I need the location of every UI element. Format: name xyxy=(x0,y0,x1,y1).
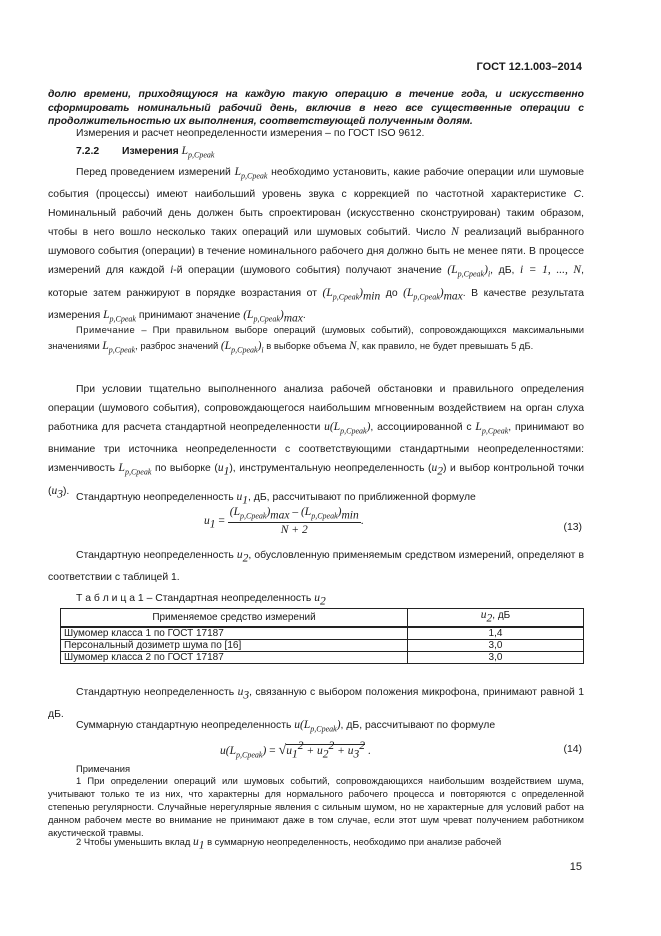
table-header-u2: $u_2$, дБ xyxy=(408,609,584,628)
paragraph-combined-uncertainty: Суммарную стандартную неопределенность $u(L_{p,Cpeak})$, дБ, рассчитывают по формуле xyxy=(76,719,496,734)
uncertainty-table xyxy=(60,608,584,664)
paragraph-u2: Стандартную неопределенность $u_2$, обусловленную применяемым средством измерений, определяют в соответствии с таблицей 1. xyxy=(48,549,584,584)
section-symbol: $L_{p,Cpeak}$ xyxy=(181,145,215,160)
table-cell-value: 3,0 xyxy=(408,640,584,652)
section-title: Измерения xyxy=(122,146,179,157)
page-number: 15 xyxy=(569,861,582,873)
table-cell-instrument: Персональный дозиметр шума по [16] xyxy=(61,640,408,652)
note-item-1: 1 При определении операций или шумовых событий, сопровождающихся наибольшим воздействием шума, учитывают только те из них, что характерны для нормального рабочего процесса и повторяются с определенной степенью регулярности. Случайные нерегулярные явления с сильным шумом, но не характерные для условий работ на данном рабочем месте во внимание не принимают даже в том случае, если этот шум чреват получением работником акустической травмы. xyxy=(48,775,584,838)
note-1: Примечание – При правильном выборе операций (шумовых событий), сопровождающихся максимальными значениями $L_{p,Cpeak}$, разброс значений $(L_{p,Cpeak})_i$ в выборке объема N, как правило, не будет превышать 5 дБ. xyxy=(48,324,584,355)
table-cell-value: 3,0 xyxy=(408,652,584,664)
table-row xyxy=(61,652,584,664)
table-cell-instrument: Шумомер класса 1 по ГОСТ 17187 xyxy=(61,627,408,640)
table-header-instrument: Применяемое средство измерений xyxy=(61,609,408,628)
table-row xyxy=(61,640,584,652)
table-cell-value: 1,4 xyxy=(408,627,584,640)
table-row xyxy=(61,627,584,640)
paragraph-preparation: Перед проведением измерений $L_{p,Cpeak}$ необходимо установить, какие рабочие операции или шумовые события (процессы) имеют наибольший уровень звука с коррекцией по частотной характеристике С. Номинальный рабочий день должен быть спроектирован (искусственно сконструирован) таким образом, чтобы в него вошло несколько таких операций или шумовых событий. Число N реализаций выбранного шумового события (операции) в течение номинального рабочего дня должно быть не менее пяти. В процессе измерений для каждой i-й операции (шумового события) получают значение $(L_{p,Cpeak})_i$, дБ, i = 1, ..., N, которые затем ранжируют в порядке возрастания от $(L_{p,Cpeak})_{min}$ до $(L_{p,Cpeak})_{max}$. В качестве результата измерения $L_{p,Cpeak}$ принимают значение $(L_{p,Cpeak})_{max}$. xyxy=(48,166,585,325)
section-heading xyxy=(76,142,612,164)
document-header: ГОСТ 12.1.003–2014 xyxy=(476,61,582,73)
equation-14: $u(L_{p,Cpeak}) = √u_1^2 + u_2^2 + u_3^2$ . xyxy=(220,740,371,761)
equation-13-number: (13) xyxy=(563,522,582,533)
table-caption: Т а б л и ц а 1 – Стандартная неопределенность $u_2$ xyxy=(76,592,326,608)
paragraph-u1-formula-intro: Стандартную неопределенность $u_1$, дБ, рассчитывают по приближенной формуле xyxy=(76,491,476,507)
intro-bold-paragraph: долю времени, приходящуюся на каждую такую операцию в течение года, и искусственно сформировать номинальный рабочий день, включив в него все существенные операции с продолжительностью их выполнения, соответствующей полученным долям. xyxy=(48,89,584,127)
section-number: 7.2.2 xyxy=(76,146,100,157)
equation-14-number: (14) xyxy=(563,744,582,755)
note-item-2: 2 Чтобы уменьшить вклад $u_1$ в суммарную неопределенность, необходимо при анализе рабочей xyxy=(76,836,502,852)
equation-13: $u_1$ = $\frac{(L_{p,Cpeak})_{max} - (L_{p,Cpeak})_{min}}{N + 2}$ . xyxy=(204,506,364,537)
notes-title: Примечания xyxy=(76,763,131,774)
paragraph-u3: Стандартную неопределенность $u_3$, связанную с выбором положения микрофона, принимают равной 1 дБ. xyxy=(48,686,584,721)
table-cell-instrument: Шумомер класса 2 по ГОСТ 17187 xyxy=(61,652,408,664)
paragraph-uncertainty-sources: При условии тщательно выполненного анализа рабочей обстановки и правильного определения операции (шумового события), сопровождающегося наибольшим мгновенным воздействием на орган слуха работника для расчета стандартной неопределенности $u(L_{p,Cpeak})$, ассоциированной с $L_{p,Cpeak}$, принимают во внимание три источника неопределенности с соответствующими стандартными неопределенностями: изменчивость $L_{p,Cpeak}$ по выборке $(u_1)$, инструментальную неопределенность $(u_2)$ и выбор контрольной точки $(u_3)$. xyxy=(48,384,584,500)
measurement-reference: Измерения и расчет неопределенности измерения – по ГОСТ ISO 9612. xyxy=(76,128,425,139)
